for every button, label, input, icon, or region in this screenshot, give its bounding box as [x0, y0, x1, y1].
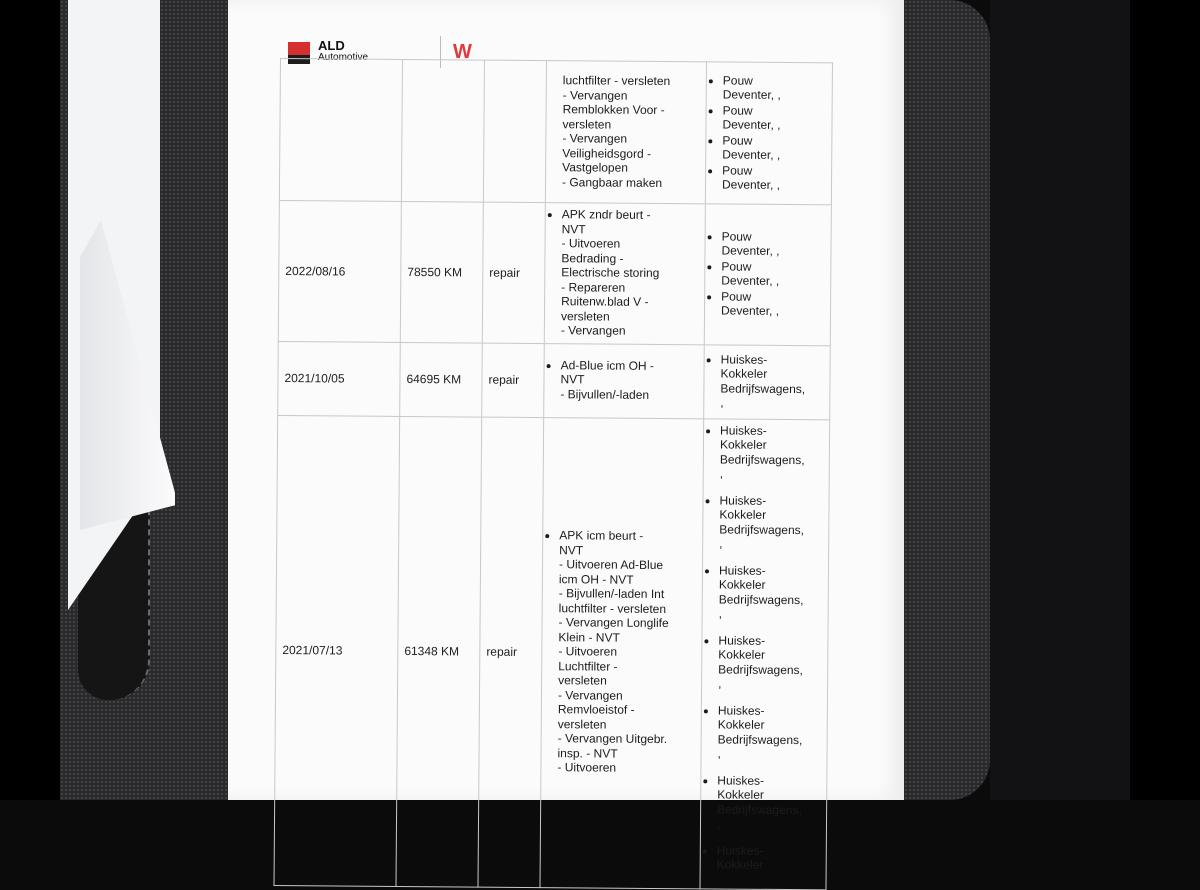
record-mileage: 64695 KM: [400, 342, 483, 417]
record-description: [544, 343, 705, 418]
record-date: 2021/07/13: [274, 415, 400, 886]
record-date: [279, 59, 402, 202]
record-mileage: [401, 59, 484, 202]
description-item: luchtfilter - versleten - Vervangen Remblokken Voor - versleten - Vervangen Veiligheidsgord - Vastgelopen - Gangbaar maken: [561, 73, 671, 190]
garage-item: • Pouw Deventer, ,: [721, 229, 824, 259]
record-type: repair: [482, 202, 545, 343]
document-page: [228, 0, 904, 872]
description-item: • APK icm beurt - NVT - Uitvoeren Ad-Blue icm OH - NVT - Bijvullen/-laden Int luchtfilter - versleten - Vervangen Longlife Klein - NVT - Uitvoeren Luchtfilter - versleten - Vervangen Remvloeistof - versleten - Vervangen Uitgebr. insp. - NVT - Uitvoeren: [557, 528, 696, 776]
table-row: [274, 415, 830, 889]
garage-item-list: [711, 229, 825, 319]
garage-item-list: [712, 73, 826, 193]
background-shadow: [990, 0, 1130, 800]
record-description: [545, 61, 706, 204]
garage-item: • Huiskes- Kokkeler Bedrijfswagens, ,: [720, 352, 823, 411]
photo-border-left: [0, 0, 68, 800]
record-date: 2021/10/05: [278, 341, 401, 416]
garage-item: • Huiskes- Kokkeler Bedrijfswagens, ,: [717, 773, 820, 832]
record-mileage: 78550 KM: [400, 201, 483, 342]
garage-item: • Pouw Deventer, ,: [721, 259, 824, 289]
garage-item: • Pouw Deventer, ,: [721, 289, 824, 319]
record-garage: [705, 62, 832, 205]
garage-item: • Huiskes- Kokkeler: [717, 843, 820, 873]
record-date: 2022/08/16: [278, 200, 401, 341]
garage-item: • Huiskes- Kokkeler Bedrijfswagens, ,: [720, 423, 823, 482]
table-row: [278, 200, 831, 345]
record-type: repair: [478, 417, 544, 887]
record-garage: [700, 418, 830, 889]
record-garage: [704, 344, 831, 419]
garage-item: • Pouw Deventer, ,: [722, 133, 825, 163]
description-item-list: [551, 207, 699, 339]
table-row: [278, 341, 831, 419]
record-type: [483, 60, 546, 202]
partner-logo-icon: W: [453, 41, 469, 63]
garage-item: • Huiskes- Kokkeler Bedrijfswagens, ,: [717, 703, 820, 762]
photo-border-right: [1130, 0, 1200, 800]
garage-item: • Huiskes- Kokkeler Bedrijfswagens, ,: [719, 493, 822, 552]
description-item: • Ad-Blue icm OH - NVT - Bijvullen/-laden: [560, 358, 697, 403]
description-item-list: [552, 73, 700, 190]
logo-name: ALD: [318, 38, 345, 53]
maintenance-history-table: [274, 58, 833, 890]
table-row: [279, 59, 832, 205]
garage-item: • Pouw Deventer, ,: [722, 103, 825, 133]
description-item-list: [550, 358, 697, 403]
logo-subtitle: Automotive: [318, 51, 369, 63]
record-garage: [704, 204, 831, 345]
description-item-list: [547, 528, 696, 776]
garage-item: • Pouw Deventer, ,: [723, 73, 826, 103]
garage-item: • Huiskes- Kokkeler Bedrijfswagens, ,: [719, 563, 822, 622]
garage-item-list: [707, 423, 824, 873]
maintenance-records: [274, 59, 832, 890]
garage-item: • Pouw Deventer, ,: [722, 163, 825, 193]
garage-item-list: [710, 352, 823, 411]
description-item: • APK zndr beurt - NVT - Uitvoeren Bedrading - Electrische storing - Repareren Ruitenw.blad V - versleten - Vervangen: [561, 207, 699, 339]
record-description: [540, 417, 704, 888]
record-description: [544, 203, 705, 345]
record-type: repair: [482, 343, 545, 417]
record-mileage: 61348 KM: [396, 416, 482, 887]
garage-item: • Huiskes- Kokkeler Bedrijfswagens, ,: [718, 633, 821, 692]
